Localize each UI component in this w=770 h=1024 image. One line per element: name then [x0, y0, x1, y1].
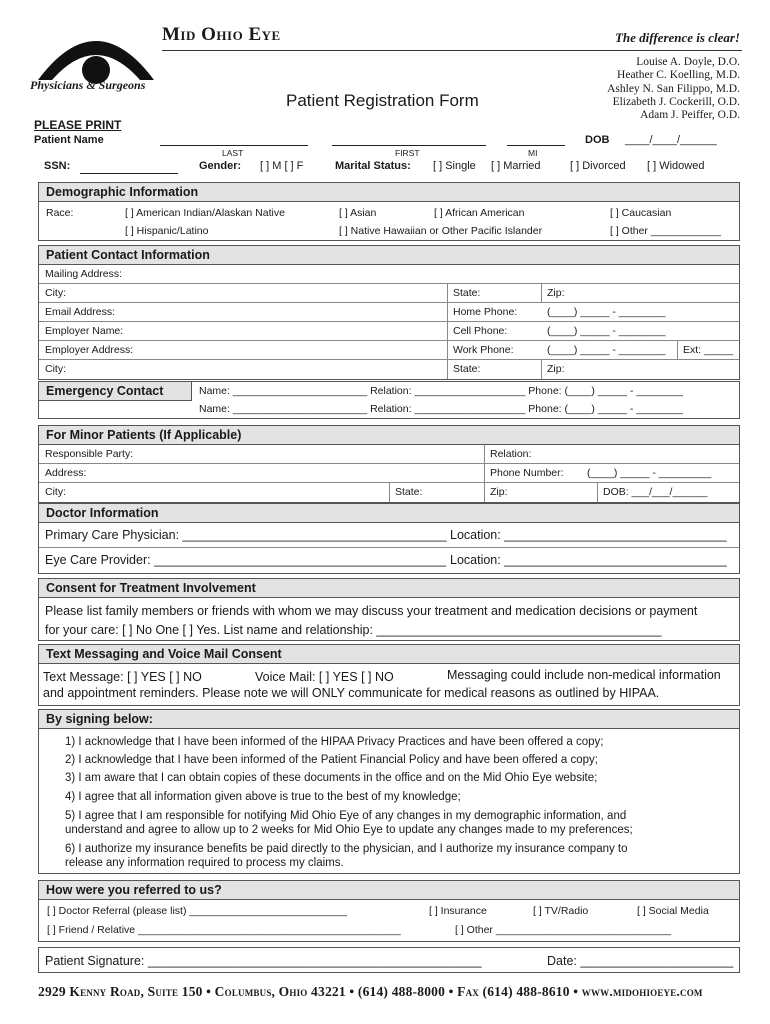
employer-address-label[interactable]: Employer Address:: [45, 344, 134, 356]
other-option[interactable]: [ ] Other ______________________________: [455, 924, 672, 936]
minor-phone-label: Phone Number:: [490, 467, 564, 479]
race-option[interactable]: [ ] Native Hawaiian or Other Pacific Islander: [339, 225, 543, 237]
consent-text: Please list family members or friends with whom we may discuss your treatment and medication decisions or payment: [45, 604, 698, 618]
race-option[interactable]: [ ] American Indian/Alaskan Native: [125, 207, 285, 219]
minor-zip-label[interactable]: Zip:: [490, 486, 508, 498]
minor-relation-label[interactable]: Relation:: [490, 448, 532, 460]
messaging-note: Messaging could include non-medical information: [447, 668, 721, 682]
voice-mail-options[interactable]: Voice Mail: [ ] YES [ ] NO: [255, 670, 394, 684]
referral-section: [38, 880, 740, 942]
marital-single[interactable]: [ ] Single: [433, 160, 476, 172]
cell-phone-field[interactable]: (____) _____ - ________: [547, 325, 666, 337]
race-option[interactable]: [ ] African American: [434, 207, 525, 219]
employer-name-row: [39, 322, 739, 341]
pcp-location-field[interactable]: Location: ________________________________: [450, 528, 727, 542]
patient-name-label: Patient Name: [34, 134, 104, 146]
social-media-option[interactable]: [ ] Social Media: [637, 905, 709, 917]
section-title: By signing below:: [39, 710, 739, 729]
minor-address-label[interactable]: Address:: [45, 467, 87, 479]
acknowledgement-item: 5) I agree that I am responsible for notifying Mid Ohio Eye of any changes in my demographic information, and: [65, 810, 627, 822]
doctor-name: Louise A. Doyle, D.O.: [636, 56, 740, 68]
doctor-name: Ashley N. San Filippo, M.D.: [607, 82, 740, 95]
marital-status-label: Marital Status:: [335, 160, 411, 172]
race-option[interactable]: [ ] Hispanic/Latino: [125, 225, 209, 237]
zip-label[interactable]: Zip:: [547, 287, 565, 299]
messaging-note-2: and appointment reminders. Please note we will ONLY communicate for medical reasons as outlined by HIPAA.: [43, 686, 660, 700]
eye-care-provider-field[interactable]: Eye Care Provider: __________________________________________: [45, 553, 447, 567]
insurance-option[interactable]: [ ] Insurance: [429, 905, 487, 917]
doctor-referral-option[interactable]: [ ] Doctor Referral (please list) ___________________________: [47, 905, 348, 917]
responsible-party-label[interactable]: Responsible Party:: [45, 448, 134, 460]
race-option[interactable]: [ ] Other ____________: [610, 225, 721, 237]
brand-name: Mid Ohio Eye: [162, 24, 281, 45]
city-label[interactable]: City:: [45, 287, 66, 299]
minor-phone-field[interactable]: (____) _____ - _________: [587, 467, 712, 479]
acknowledgements-section: [38, 709, 740, 874]
email-row: [39, 303, 739, 322]
last-caption: LAST: [222, 148, 244, 158]
dob-label: DOB: [585, 134, 610, 146]
last-name-field[interactable]: [160, 145, 308, 146]
race-label: Race:: [46, 207, 74, 219]
employer-city-label[interactable]: City:: [45, 363, 66, 375]
race-option[interactable]: [ ] Caucasian: [610, 207, 672, 219]
marital-married[interactable]: [ ] Married: [491, 160, 541, 172]
employer-zip-label[interactable]: Zip:: [547, 363, 565, 375]
please-print-label: PLEASE PRINT: [34, 118, 122, 132]
ext-field[interactable]: Ext: _____: [683, 344, 734, 356]
section-title: Text Messaging and Voice Mail Consent: [39, 645, 739, 664]
doctor-name: Heather C. Koelling, M.D.: [617, 69, 740, 82]
employer-name-label[interactable]: Employer Name:: [45, 325, 124, 337]
acknowledgement-item: understand and agree to allow up to 2 weeks for Mid Ohio Eye to update any changes made to my preferences;: [65, 824, 633, 836]
state-label[interactable]: State:: [453, 287, 481, 299]
ssn-field[interactable]: [80, 173, 178, 174]
patient-signature-field[interactable]: Patient Signature: ________________________________________________: [45, 954, 482, 968]
patient-contact-section: [38, 245, 740, 380]
race-option[interactable]: [ ] Asian: [339, 207, 377, 219]
marital-widowed[interactable]: [ ] Widowed: [647, 160, 705, 172]
acknowledgement-item: 1) I acknowledge that I have been informed of the HIPAA Privacy Practices and have been offered a copy;: [65, 736, 604, 748]
form-title: Patient Registration Form: [286, 91, 479, 110]
section-title: For Minor Patients (If Applicable): [39, 426, 739, 445]
work-phone-field[interactable]: (____) _____ - ________: [547, 344, 666, 356]
minor-city-label[interactable]: City:: [45, 486, 66, 498]
section-title: Doctor Information: [39, 504, 739, 523]
emergency-contact-line[interactable]: Name: _______________________ Relation: ___________________ Phone: (____) _____ - ________: [199, 385, 684, 397]
employer-city-row: [39, 360, 739, 379]
doctor-name: Adam J. Peiffer, O.D.: [640, 109, 740, 122]
minor-dob-field[interactable]: DOB: ___/___/______: [603, 486, 708, 498]
doctor-information-section: [38, 503, 740, 574]
signature-date-field[interactable]: Date: ______________________: [547, 954, 734, 968]
signature-section: [38, 947, 740, 973]
home-phone-label: Home Phone:: [453, 306, 518, 318]
mailing-address-label: Mailing Address:: [45, 268, 123, 280]
doctor-list: [607, 56, 740, 122]
demographic-section: [38, 182, 740, 241]
city-row: [39, 284, 739, 303]
mi-caption: MI: [528, 148, 538, 158]
employer-address-row: [39, 341, 739, 360]
acknowledgement-item: 2) I acknowledge that I have been informed of the Patient Financial Policy and have been offered a copy;: [65, 754, 598, 766]
email-label[interactable]: Email Address:: [45, 306, 116, 318]
primary-care-physician-field[interactable]: Primary Care Physician: ______________________________________: [45, 528, 447, 542]
mi-field[interactable]: [507, 145, 565, 146]
mailing-address-row[interactable]: [39, 265, 739, 284]
acknowledgement-item: 3) I am aware that I can obtain copies of these documents in the office and on the Mid Ohio Eye website;: [65, 772, 598, 784]
consent-options[interactable]: for your care: [ ] No One [ ] Yes. List name and relationship: _________________________________________: [45, 623, 662, 637]
emergency-contact-line[interactable]: Name: _______________________ Relation: ___________________ Phone: (____) _____ - ________: [199, 403, 684, 415]
acknowledgement-item: 4) I agree that all information given above is true to the best of my knowledge;: [65, 791, 461, 803]
text-message-options[interactable]: Text Message: [ ] YES [ ] NO: [43, 670, 202, 684]
section-title: Consent for Treatment Involvement: [39, 579, 739, 598]
header-rule: [162, 50, 742, 51]
work-phone-label: Work Phone:: [453, 344, 514, 356]
friend-relative-option[interactable]: [ ] Friend / Relative _____________________________________________: [47, 924, 401, 936]
employer-state-label[interactable]: State:: [453, 363, 481, 375]
doctor-name: Elizabeth J. Cockerill, O.D.: [612, 95, 740, 108]
first-caption: FIRST: [395, 148, 420, 158]
minor-patients-section: [38, 425, 740, 503]
acknowledgement-item: release any information required to process my claims.: [65, 857, 344, 869]
minor-state-label[interactable]: State:: [395, 486, 423, 498]
eye-location-field[interactable]: Location: ________________________________: [450, 553, 727, 567]
home-phone-field[interactable]: (____) _____ - ________: [547, 306, 666, 318]
dob-field[interactable]: ____/____/______: [625, 134, 717, 146]
acknowledgement-item: 6) I authorize my insurance benefits be paid directly to the physician, and I authorize my insurance company to: [65, 843, 628, 855]
cell-phone-label: Cell Phone:: [453, 325, 508, 337]
first-name-field[interactable]: [332, 145, 486, 146]
physicians-surgeons-label: Physicians & Surgeons: [30, 78, 146, 92]
gender-options[interactable]: [ ] M [ ] F: [260, 160, 304, 172]
tv-radio-option[interactable]: [ ] TV/Radio: [533, 905, 589, 917]
ssn-label: SSN:: [44, 160, 71, 172]
marital-divorced[interactable]: [ ] Divorced: [570, 160, 626, 172]
consent-section: [38, 578, 740, 641]
section-title: Emergency Contact: [39, 382, 192, 401]
section-title: How were you referred to us?: [39, 881, 739, 900]
text-messaging-section: [38, 644, 740, 706]
section-title: Patient Contact Information: [39, 246, 739, 265]
gender-label: Gender:: [199, 160, 242, 172]
section-title: Demographic Information: [39, 183, 739, 202]
tagline: The difference is clear!: [614, 30, 740, 45]
footer-address: 2929 Kenny Road, Suite 150 • Columbus, Ohio 43221 • (614) 488-8000 • Fax (614) 488-8610 • www.midohioeye.com: [38, 984, 703, 999]
emergency-contact-section: [38, 381, 740, 419]
